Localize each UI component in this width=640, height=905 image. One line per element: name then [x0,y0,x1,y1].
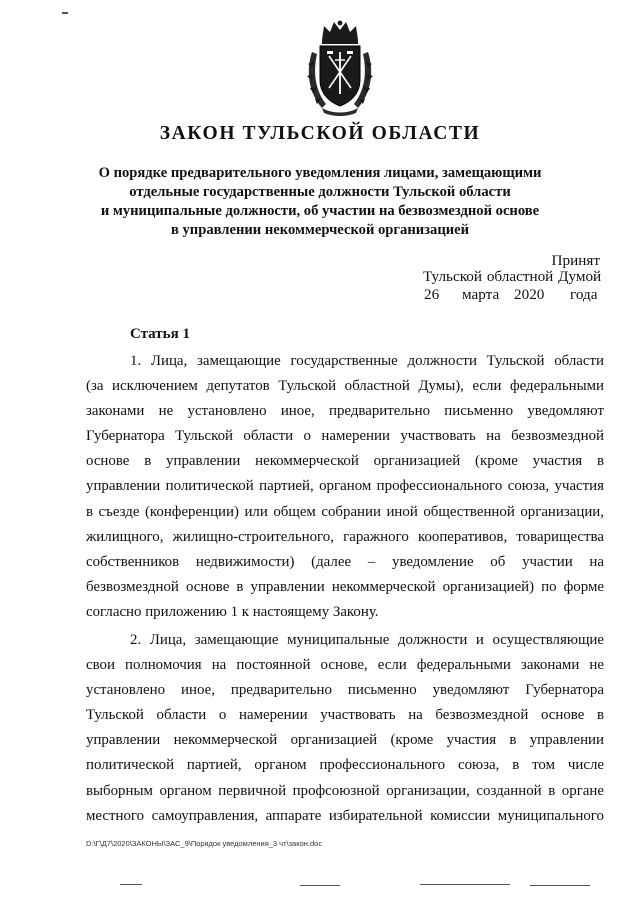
adoption-year-word: года [570,286,598,303]
adopted-by: Тульской областной Думой [423,268,602,285]
scan-mark [62,12,68,14]
subtitle-line: и муниципальные должности, об участии на безвозмездной основе [100,203,540,219]
paragraph-line: Тульской области о намерении участвовать на безвозмездной основе в [86,707,604,724]
paragraph-line: 1. Лица, замещающие государственные должности Тульской области [130,353,604,369]
law-subtitle [60,164,580,240]
adoption-date [424,286,602,304]
adoption-month: марта [462,286,500,303]
paragraph-line: в съезде (конференции) или общем собрании иной общественной организации, [86,503,604,520]
law-title: ЗАКОН ТУЛЬСКОЙ ОБЛАСТИ [159,123,481,144]
paragraph-line: управлении некоммерческой организацией (кроме участия в управлении [86,732,604,749]
paragraph-line: 2. Лица, замещающие муниципальные должности и осуществляющие [130,632,604,648]
paragraph-line: свои полномочия на постоянной основе, если федеральными законами не [86,657,604,674]
paragraph-line: выборным органом первичной профсоюзной организации, созданной в органе [86,782,604,799]
paragraph-line: жилищного, жилищно-строительного, гаражного кооперативов, товарищества [86,528,604,545]
adopted-label: Принят [551,252,600,269]
paragraph-line: управлении политической партией, органом профессионального союза, участия [86,478,604,495]
adoption-day: 26 [424,286,440,303]
article-paragraph-2 [86,628,604,829]
scan-mark [300,885,340,886]
paragraph-line: Губернатора Тульской области о намерении участвовать на безвозмездной [86,428,604,445]
paragraph-line: политической партией, органом профессионального союза, в том числе [86,757,604,774]
paragraph-line: установлено иное, предварительно письменно уведомляют Губернатора [86,682,604,699]
article-paragraph-1 [86,349,604,625]
paragraph-line: местного самоуправления, аппарате избирательной комиссии муниципального [86,807,604,824]
paragraph-line: законами не установлено иное, предварительно письменно уведомляют [86,403,604,420]
paragraph-line: согласно приложению 1 к настоящему Закону. [86,603,379,620]
paragraph-line: безвозмездной основе в управлении некоммерческой организацией) по форме [86,578,604,595]
subtitle-line: отдельные государственные должности Тульской области [129,184,511,200]
footer-file-path: D:\Г\Д7\2020\ЗАКОНЫ\ЗАС_9\Порядок уведомления_3 чт\закон.doc [86,839,323,848]
adoption-year: 2020 [514,286,545,303]
article-heading: Статья 1 [130,326,190,342]
paragraph-line: (за исключением депутатов Тульской областной Думы), если федеральными [86,378,604,395]
scan-mark [120,884,142,885]
paragraph-line: собственников недвижимости) (далее – уведомление об участии на [86,553,604,570]
paragraph-line: основе в управлении некоммерческой организацией (кроме участия в [86,453,604,470]
scan-mark [420,884,510,885]
scan-mark [530,885,590,886]
tula-coat-of-arms-emblem [300,18,380,120]
subtitle-line: О порядке предварительного уведомления лицами, замещающими [98,165,542,181]
subtitle-line: в управлении некоммерческой организацией [170,222,470,238]
